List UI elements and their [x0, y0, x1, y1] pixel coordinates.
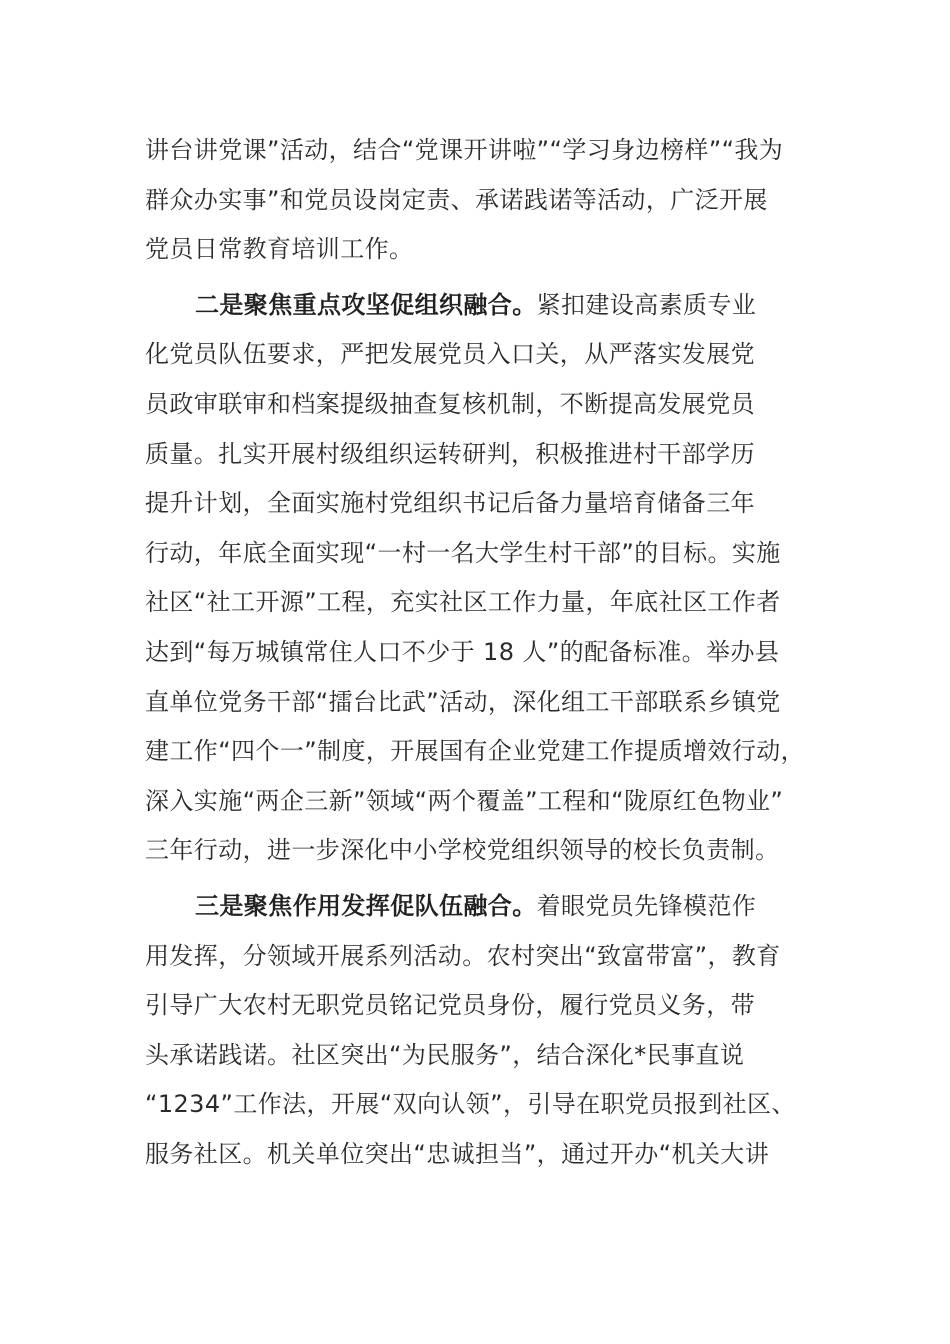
- text-line-rest: 着眼党员先锋模范作: [536, 891, 757, 920]
- text-line: 化党员队伍要求，严把发展党员入口关，从严落实发展党: [145, 340, 755, 369]
- text-line: “1234”工作法，开展“双向认领”，引导在职党员报到社区、: [145, 1090, 796, 1119]
- paragraph-first-line: [145, 882, 845, 932]
- text-line: 用发挥，分领域开展系列活动。农村突出“致富带富”，教育: [145, 941, 781, 970]
- text-line: 党员日常教育培训工作。: [145, 235, 414, 264]
- paragraph-heading: 三是聚焦作用发挥促队伍融合。: [195, 891, 537, 920]
- text-line: 质量。扎实开展村级组织运转研判，积极推进村干部学历: [145, 439, 755, 468]
- text-line: 达到“每万城镇常住人口不少于 18 人”的配备标准。举办县: [145, 637, 780, 666]
- text-line: 社区“社工开源”工程，充实社区工作力量，年底社区工作者: [145, 588, 781, 617]
- text-line-rest: 紧扣建设高素质专业: [536, 290, 757, 319]
- text-line: 群众办实事”和党员设岗定责、承诺践诺等活动，广泛开展: [145, 185, 768, 214]
- text-line: 建工作“四个一”制度，开展国有企业党建工作提质增效行动，: [145, 737, 806, 766]
- text-line: 讲台讲党课”活动，结合“党课开讲啦”“学习身边榜样”“我为: [145, 136, 784, 164]
- paragraph-2: [145, 281, 845, 876]
- text-line: 提升计划，全面实施村党组织书记后备力量培育储备三年: [145, 489, 755, 518]
- text-line: 引导广大农村无职党员铭记党员身份，履行党员义务，带: [145, 991, 755, 1020]
- paragraph-1: [145, 126, 845, 275]
- text-line: 员政审联审和档案提级抽查复核机制，不断提高发展党员: [145, 389, 755, 418]
- text-line: 深入实施“两企三新”领域“两个覆盖”工程和“陇原红色物业”: [145, 786, 784, 815]
- paragraph-first-line: [145, 281, 845, 331]
- text-line: 行动，年底全面实现“一村一名大学生村干部”的目标。实施: [145, 538, 781, 567]
- text-line: 三年行动，进一步深化中小学校党组织领导的校长负责制。: [145, 836, 780, 865]
- text-line: 直单位党务干部“擂台比武”活动，深化组工干部联系乡镇党: [145, 687, 781, 716]
- text-line: 服务社区。机关单位突出“忠诚担当”，通过开办“机关大讲: [145, 1139, 770, 1168]
- paragraph-heading: 二是聚焦重点攻坚促组织融合。: [195, 290, 537, 319]
- text-line: 头承诺践诺。社区突出“为民服务”，结合深化*民事直说: [145, 1040, 745, 1069]
- body-text: [145, 126, 845, 1179]
- paragraph-3: [145, 882, 845, 1180]
